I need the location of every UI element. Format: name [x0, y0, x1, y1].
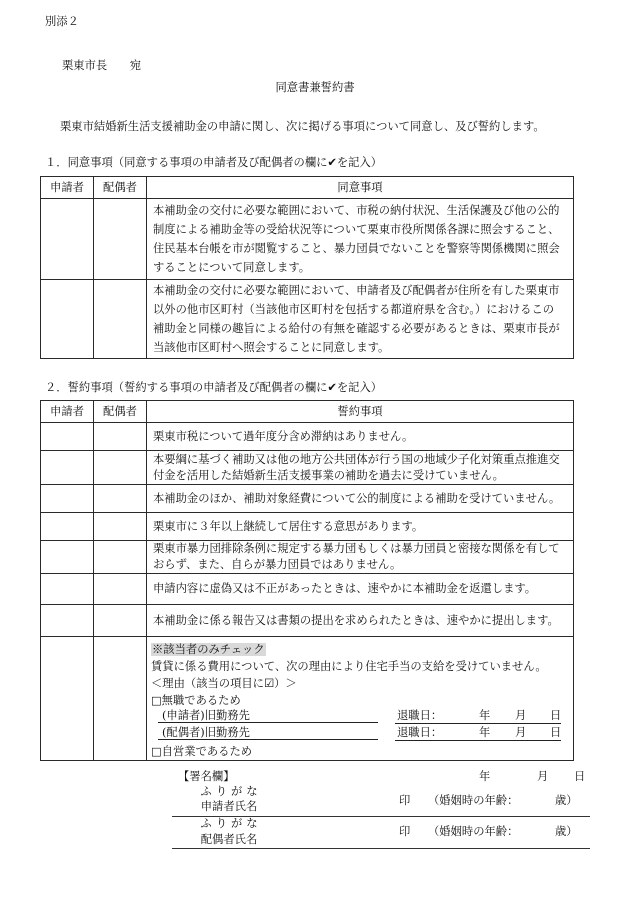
housing-allowance-item [147, 637, 574, 761]
spouse-previous-employer: (配偶者)旧勤務先 [158, 726, 378, 740]
col-spouse: 配偶者 [94, 401, 147, 423]
day-label: 日 [550, 709, 562, 722]
applicant-check-cell [41, 605, 94, 637]
text-line: することについて同意します。 [153, 261, 311, 274]
col-pledge-item: 誓約事項 [147, 401, 574, 423]
applicant-previous-employer-row [151, 709, 569, 726]
signature-heading: 【署名欄】 [178, 770, 235, 783]
document-title: 同意書兼誓約書 [275, 81, 355, 94]
signature-month-label: 月 [537, 770, 549, 783]
signature-block [172, 766, 590, 850]
pledge-item-text [147, 605, 574, 637]
table-row [41, 605, 574, 637]
applicant-check-cell [41, 637, 94, 761]
text-line: おらず、また、自らが暴力団員ではありません。 [153, 558, 402, 571]
table-row [41, 574, 574, 605]
applicant-previous-employer: (申請者)旧勤務先 [158, 709, 378, 723]
text-line: 本補助金に係る報告又は書類の提出を求められたときは、速やかに提出します。 [153, 613, 559, 627]
attachment-label: 別添２ [45, 15, 79, 28]
pledge-table [40, 400, 574, 761]
text-line: 住民基本台帳を市が閲覧すること、暴力団員でないことを警察等関係機関に照会 [153, 242, 560, 255]
applicant-retirement-date [395, 709, 561, 724]
year-label: 年 [479, 726, 491, 739]
consent-item-text [147, 280, 574, 359]
applicant-check-cell [41, 199, 94, 280]
text-line: 補助金と同様の趣旨による給付の有無を確認する必要があるときは、栗東市長が [153, 322, 560, 335]
applicant-check-cell [41, 451, 94, 485]
text-line: 本補助金の交付に必要な範囲において、市税の納付状況、生活保護及び他の公的 [153, 204, 560, 217]
applicant-check-cell [41, 541, 94, 574]
option-self-employed: □自営業であるため [151, 745, 253, 758]
spouse-check-cell [94, 485, 147, 513]
table-row [41, 485, 574, 513]
spouse-furigana-label: ふりがな [200, 817, 262, 830]
spouse-seal-mark: 印 [399, 825, 411, 838]
table-row [41, 637, 574, 761]
consent-table [40, 176, 574, 359]
text-line: 栗東市に３年以上継続して居住する意思があります。 [153, 519, 424, 533]
text-line: 本補助金の交付に必要な範囲において、申請者及び配偶者が住所を有した栗東市 [153, 284, 560, 297]
signature-day-label: 日 [574, 770, 586, 783]
applicant-check-cell [41, 574, 94, 605]
spouse-previous-employer-row [151, 726, 569, 743]
consent-item-text [147, 199, 574, 280]
applicant-check-cell [41, 280, 94, 359]
table-row [41, 513, 574, 541]
spouse-age-label: （婚姻時の年齢： [428, 825, 519, 838]
consent-header-row [41, 177, 574, 199]
pledge-item-text [147, 574, 574, 605]
pledge-item-text [147, 423, 574, 451]
consent-heading: １．同意事項（同意する事項の申請者及び配偶者の欄に✔を記入） [45, 156, 383, 169]
spouse-check-cell [94, 541, 147, 574]
col-consent-item: 同意事項 [147, 177, 574, 199]
text-line: 制度による補助金等の受給状況等について栗東市役所関係各課に照会すること、 [153, 223, 560, 236]
text-line: 本要綱に基づく補助又は他の地方公共団体が行う国の地域少子化対策重点推進交 [153, 452, 560, 466]
applicant-check-cell [41, 485, 94, 513]
option-unemployed: □無職であるため [151, 694, 241, 707]
pledge-item-text [147, 485, 574, 513]
spouse-retirement-date [395, 726, 561, 741]
pledge-item-text [147, 513, 574, 541]
text-line: 以外の他市区町村（当該他市区町村を包括する都道府県を含む。）におけるこの [153, 303, 555, 316]
spouse-check-cell [94, 451, 147, 485]
applicable-only-note: ※該当者のみチェック [152, 643, 265, 656]
text-line: 当該他市区町村へ照会することに同意します。 [153, 341, 390, 354]
table-row [41, 423, 574, 451]
table-row [41, 280, 574, 359]
pledge-heading: ２．誓約事項（誓約する事項の申請者及び配偶者の欄に✔を記入） [45, 381, 383, 394]
day-label: 日 [550, 726, 562, 739]
applicant-name-label: 申請者氏名 [200, 800, 258, 813]
applicant-furigana-label: ふりがな [200, 785, 262, 798]
retire-label: 退職日： [397, 709, 443, 722]
housing-note-row [151, 641, 569, 658]
retire-label: 退職日： [397, 726, 443, 739]
text-line: 本補助金のほか、補助対象経費について公的制度による補助を受けていません。 [153, 491, 561, 505]
col-applicant: 申請者 [41, 177, 94, 199]
text-line: 栗東市税について過年度分含め滞納はありません。 [153, 429, 414, 443]
year-label: 年 [479, 709, 491, 722]
applicant-seal-mark: 印 [399, 794, 411, 807]
spouse-check-cell [94, 513, 147, 541]
text-line: 栗東市暴力団排除条例に規定する暴力団もしくは暴力団員と密接な関係を有して [153, 542, 560, 555]
pledge-item-text [147, 541, 574, 574]
pledge-header-row [41, 401, 574, 423]
month-label: 月 [515, 709, 527, 722]
month-label: 月 [515, 726, 527, 739]
applicant-check-cell [41, 513, 94, 541]
applicant-age-unit: 歳） [555, 794, 578, 807]
signature-year-label: 年 [479, 770, 491, 783]
table-row [41, 541, 574, 574]
spouse-check-cell [94, 605, 147, 637]
spouse-check-cell [94, 280, 147, 359]
spouse-age-unit: 歳） [555, 825, 578, 838]
housing-statement: 賃貸に係る費用について、次の理由により住宅手当の支給を受けていません。 [151, 660, 547, 673]
pledge-item-text [147, 451, 574, 485]
spouse-check-cell [94, 199, 147, 280]
spouse-name-label: 配偶者氏名 [200, 833, 258, 846]
intro-paragraph: 栗東市結婚新生活支援補助金の申請に関し、次に掲げる事項について同意し、及び誓約します。 [60, 120, 545, 133]
spouse-check-cell [94, 574, 147, 605]
addressee: 栗東市長 宛 [62, 59, 142, 72]
table-row [41, 451, 574, 485]
spouse-check-cell [94, 423, 147, 451]
table-row [41, 199, 574, 280]
col-applicant: 申請者 [41, 401, 94, 423]
applicant-age-label: （婚姻時の年齢： [428, 794, 519, 807]
text-line: 申請内容に虚偽又は不正があったときは、速やかに本補助金を返還します。 [153, 582, 537, 595]
text-line: 付金を活用した結婚新生活支援事業の補助を過去に受けていません。 [153, 468, 504, 482]
reason-heading: ＜理由（該当の項目に☑）＞ [151, 677, 297, 690]
col-spouse: 配偶者 [94, 177, 147, 199]
applicant-check-cell [41, 423, 94, 451]
spouse-check-cell [94, 637, 147, 761]
spouse-signature-line [172, 848, 590, 849]
